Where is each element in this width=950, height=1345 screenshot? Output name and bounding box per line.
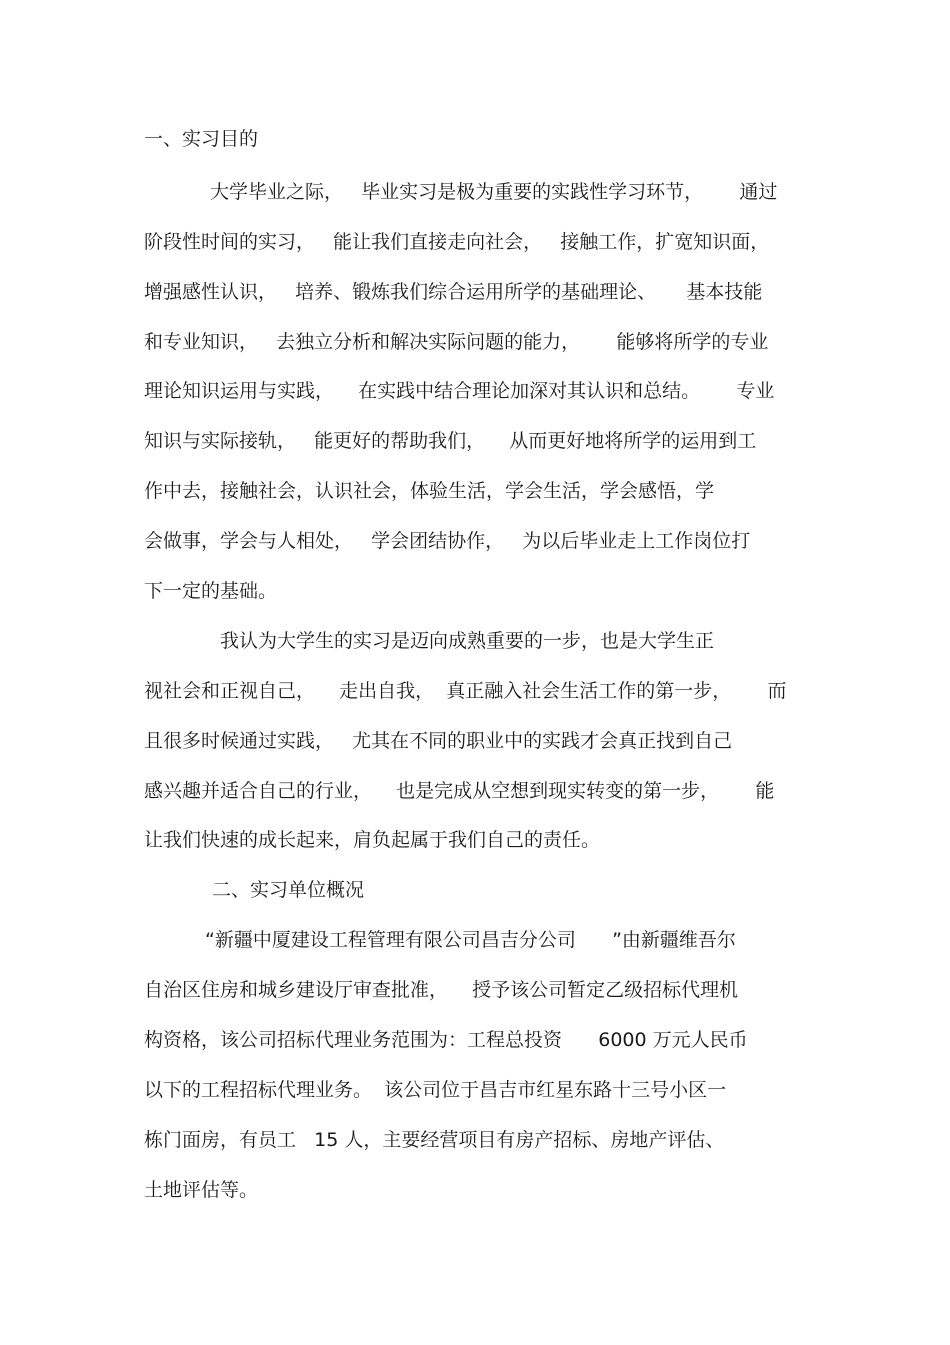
- paragraph-line: 构资格，该公司招标代理业务范围为：工程总投资 6000 万元人民币: [144, 1029, 748, 1051]
- paragraph-line: 让我们快速的成长起来，肩负起属于我们自己的责任。: [144, 829, 601, 851]
- paragraph-line: 以下的工程招标代理业务。 该公司位于昌吉市红星东路十三号小区一: [144, 1079, 727, 1101]
- paragraph-line: 我认为大学生的实习是迈向成熟重要的一步，也是大学生正: [220, 630, 715, 652]
- paragraph-line: 且很多时候通过实践， 尤其在不同的职业中的实践才会真正找到自己: [144, 730, 733, 752]
- paragraph-line: 和专业知识， 去独立分析和解决实际问题的能力， 能够将所学的专业: [144, 331, 769, 353]
- section2-heading: 二、实习单位概况: [212, 879, 365, 901]
- paragraph-line: 理论知识运用与实践， 在实践中结合理论加深对其认识和总结。 专业: [144, 380, 775, 402]
- paragraph-line: 增强感性认识， 培养、锻炼我们综合运用所学的基础理论、 基本技能: [144, 281, 763, 303]
- paragraph-line: 视社会和正视自己， 走出自我， 真正融入社会生活工作的第一步， 而: [144, 680, 787, 702]
- paragraph-line: 土地评估等。: [144, 1179, 259, 1201]
- paragraph-line: 栋门面房，有员工 15 人，主要经营项目有房产招标、房地产评估、: [144, 1129, 725, 1151]
- paragraph-line: 会做事，学会与人相处， 学会团结协作， 为以后毕业走上工作岗位打: [144, 530, 751, 552]
- paragraph-line: 知识与实际接轨， 能更好的帮助我们， 从而更好地将所学的运用到工: [144, 430, 757, 452]
- section1-heading: 一、实习目的: [144, 128, 259, 150]
- paragraph-line: 作中去，接触社会，认识社会，体验生活，学会生活，学会感悟，学: [144, 480, 715, 502]
- paragraph-line: 大学毕业之际， 毕业实习是极为重要的实践性学习环节， 通过: [210, 181, 778, 203]
- paragraph-line: 感兴趣并适合自己的行业， 也是完成从空想到现实转变的第一步， 能: [144, 780, 775, 802]
- paragraph-line: “新疆中厦建设工程管理有限公司昌吉分公司 ”由新疆维吾尔: [205, 929, 736, 951]
- paragraph-line: 自治区住房和城乡建设厅审查批准， 授予该公司暂定乙级招标代理机: [144, 979, 739, 1001]
- paragraph-line: 下一定的基础。: [144, 580, 278, 602]
- paragraph-line: 阶段性时间的实习， 能让我们直接走向社会， 接触工作，扩宽知识面，: [144, 231, 770, 253]
